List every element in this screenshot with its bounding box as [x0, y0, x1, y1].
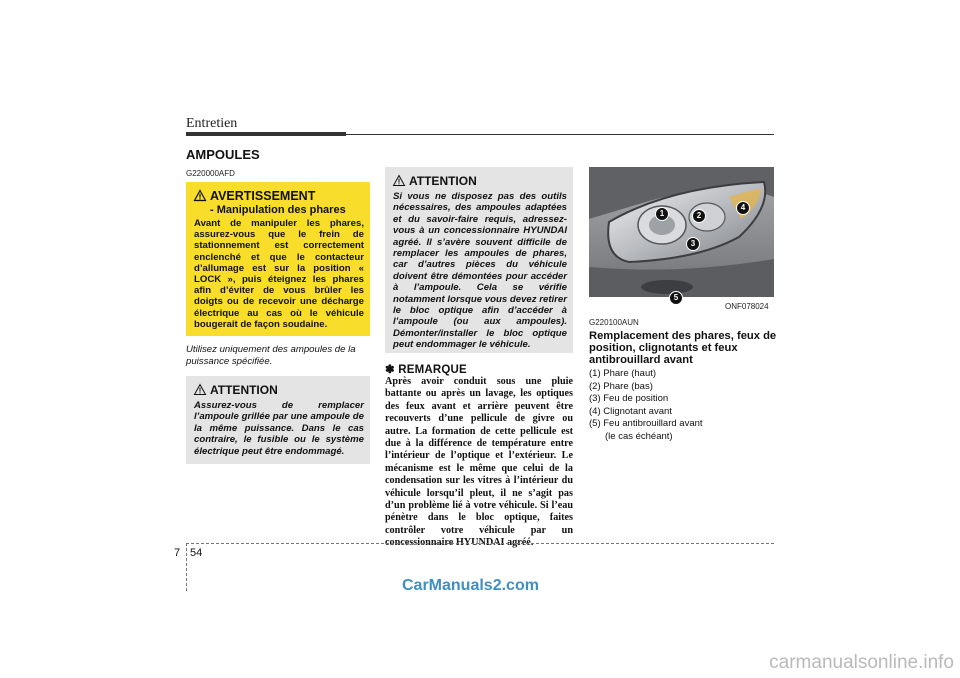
caution-title-1: ATTENTION [210, 383, 278, 397]
caution-triangle-icon [393, 175, 405, 186]
callout-3: 3 [686, 237, 700, 251]
header-bar [186, 132, 346, 136]
footer-rule [186, 543, 774, 544]
warning-box [186, 182, 370, 336]
bulb-note: Utilisez uniquement des ampoules de la puissance spécifiée. [186, 344, 356, 367]
caution-title-row-2 [393, 174, 567, 188]
headlight-illustration [589, 167, 774, 297]
caution-title-row-1 [194, 383, 364, 397]
subsection-heading: Remplacement des phares, feux de position, clignotants et feux antibrouillard avant [589, 330, 777, 367]
callout-4: 4 [736, 201, 750, 215]
subsection-code: G220100AUN [589, 318, 639, 327]
warning-title-row [194, 189, 364, 203]
warning-subtitle: - Manipulation des phares [210, 204, 346, 216]
headlight-photo [589, 167, 774, 302]
warning-triangle-icon [194, 190, 206, 201]
list-item: (1) Phare (haut) [589, 368, 657, 379]
list-item: (4) Clignotant avant [589, 405, 672, 417]
chapter-number: 7 [174, 547, 181, 559]
caution-box-2 [385, 167, 573, 353]
callout-1: 1 [655, 207, 669, 221]
list-item: (5) Feu antibrouillard avant [589, 418, 703, 430]
page-number: 54 [190, 547, 203, 559]
header-rule [346, 134, 774, 135]
remark-body: Après avoir conduit sous une pluie battante ou après un lavage, les optiques des feux avant et arrière peuvent être recouverts d’une pellicule de givre ou autre. La formation de cette pellicule est due à la différence de température entre l’intérieur de l’optique et l’extérieur. Le mécanisme est le même que celui de la condensation sur les vitres à l’intérieur du véhicule lorsqu’il pleut, il ne s’agit pas d’un problème lié à votre véhicule. Si l’eau pénètre dans le bloc optique, faites contrôler votre véhicule par un concessionnaire HYUNDAI agréé. [385, 376, 573, 549]
photo-code: ONF078024 [725, 302, 769, 311]
header-title: Entretien [186, 116, 238, 131]
caution-title-2: ATTENTION [409, 174, 477, 188]
callout-5: 5 [669, 291, 683, 305]
list-item-note: (le cas échéant) [605, 430, 673, 442]
footer-brand-link[interactable]: carmanualsonline.info [769, 652, 954, 673]
section-title: AMPOULES [186, 147, 260, 162]
callout-2: 2 [692, 209, 706, 223]
warning-body: Avant de manipuler les phares, assurez-vous que le frein de stationnement est correctement enclenché et que le contacteur d’allumage est sur la position « LOCK », puis éteignez les phares afin d’éviter de vous brûler les doigts ou de recevoir une décharge électrique au cas où le véhicule bougerait de façon soudaine. [194, 218, 364, 330]
list-item: (2) Phare (bas) [589, 380, 653, 392]
watermark-link[interactable]: CarManuals2.com [402, 577, 539, 594]
caution-body-1: Assurez-vous de remplacer l’ampoule grillée par une ampoule de la même puissance. Dans le cas contraire, le fusible ou le système électrique peut être endommagé. [194, 400, 364, 457]
warning-title: AVERTISSEMENT [210, 189, 316, 203]
section-code: G220000AFD [186, 169, 235, 178]
bulb-list [589, 368, 777, 444]
list-item: (3) Feu de position [589, 393, 669, 405]
caution-triangle-icon [194, 384, 206, 395]
remark-title: ✽ REMARQUE [385, 364, 467, 376]
footer-margin-line [186, 543, 187, 591]
caution-body-2: Si vous ne disposez pas des outils nécessaires, des ampoules adaptées et du savoir-faire requis, adressez-vous à un concessionnaire HYUNDAI agréé. Il s’avère souvent difficile de remplacer les ampoules de phares, car d’autres pièces du véhicule doivent être démontées pour accéder à l’ampoule. Cela se vérifie notamment lorsque vous devez retirer le bloc optique afin d’accéder à l’ampoule (ou aux ampoules). Démonter/installer le bloc optique peut endommager le véhicule. [393, 191, 567, 351]
caution-box-1 [186, 376, 370, 464]
